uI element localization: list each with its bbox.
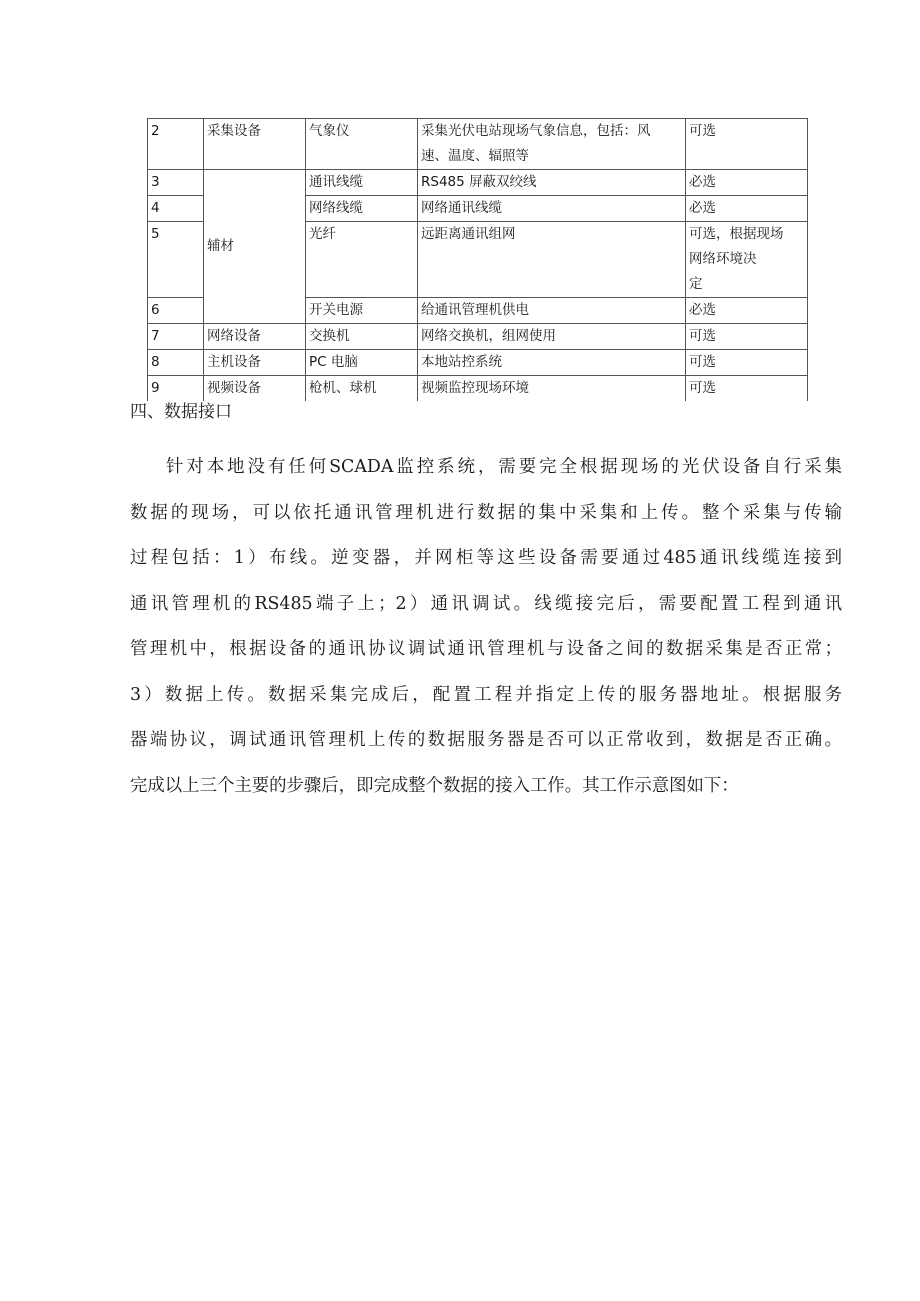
paragraph-line: 针对本地没有任何SCADA监控系统，需要完全根据现场的光伏设备自行采集 bbox=[166, 457, 842, 477]
paragraph-line: 3）数据上传。数据采集完成后，配置工程并指定上传的服务器地址。根据服务 bbox=[130, 684, 842, 705]
requirement-cell: 必选 bbox=[686, 170, 808, 196]
paragraph-line: 完成以上三个主要的步骤后，即完成整个数据的接入工作。其工作示意图如下： bbox=[130, 775, 739, 796]
table-row bbox=[148, 170, 808, 196]
table-row bbox=[148, 350, 808, 376]
body-paragraph bbox=[130, 445, 842, 809]
requirement-cell: 可选 bbox=[686, 324, 808, 350]
device-cell: PC 电脑 bbox=[306, 350, 418, 376]
description-line: 采集光伏电站现场气象信息，包括：风 bbox=[421, 123, 651, 139]
requirement-cell: 可选 bbox=[686, 119, 808, 170]
requirement-cell: 可选 bbox=[686, 376, 808, 402]
device-cell: 网络线缆 bbox=[306, 196, 418, 222]
requirement-cell bbox=[686, 222, 808, 298]
description-line: 速、温度、辐照等 bbox=[421, 148, 529, 164]
device-cell: 交换机 bbox=[306, 324, 418, 350]
requirement-line: 定 bbox=[689, 276, 703, 292]
row-number: 3 bbox=[148, 170, 204, 196]
section-heading: 四、数据接口 bbox=[130, 402, 232, 422]
description-cell bbox=[418, 119, 686, 170]
category-cell: 采集设备 bbox=[204, 119, 306, 170]
row-number: 4 bbox=[148, 196, 204, 222]
row-number: 9 bbox=[148, 376, 204, 402]
requirement-cell: 必选 bbox=[686, 196, 808, 222]
table-row bbox=[148, 119, 808, 170]
table-row bbox=[148, 376, 808, 402]
description-cell: 网络通讯线缆 bbox=[418, 196, 686, 222]
paragraph-line: 过程包括：1）布线。逆变器，并网柜等这些设备需要通过485通讯线缆连接到 bbox=[130, 548, 842, 568]
device-cell: 枪机、球机 bbox=[306, 376, 418, 402]
category-cell: 网络设备 bbox=[204, 324, 306, 350]
device-cell: 气象仪 bbox=[306, 119, 418, 170]
paragraph-line: 数据的现场，可以依托通讯管理机进行数据的集中采集和上传。整个采集与传输 bbox=[130, 502, 842, 523]
row-number: 5 bbox=[148, 222, 204, 298]
requirement-cell: 必选 bbox=[686, 298, 808, 324]
category-cell: 视频设备 bbox=[204, 376, 306, 402]
category-cell: 辅材 bbox=[204, 170, 306, 324]
row-number: 7 bbox=[148, 324, 204, 350]
row-number: 8 bbox=[148, 350, 204, 376]
equipment-table bbox=[147, 118, 808, 401]
table-row bbox=[148, 324, 808, 350]
device-cell: 通讯线缆 bbox=[306, 170, 418, 196]
device-cell: 开关电源 bbox=[306, 298, 418, 324]
paragraph-line: 通讯管理机的RS485端子上；2）通讯调试。线缆接完后，需要配置工程到通讯 bbox=[130, 593, 842, 614]
description-cell: 本地站控系统 bbox=[418, 350, 686, 376]
requirement-line: 网络环境决 bbox=[689, 251, 757, 267]
category-cell: 主机设备 bbox=[204, 350, 306, 376]
description-cell: 视频监控现场环境 bbox=[418, 376, 686, 402]
row-number: 2 bbox=[148, 119, 204, 170]
description-cell: RS485 屏蔽双绞线 bbox=[418, 170, 686, 196]
paragraph-line: 管理机中，根据设备的通讯协议调试通讯管理机与设备之间的数据采集是否正常； bbox=[130, 639, 842, 659]
description-cell: 网络交换机，组网使用 bbox=[418, 324, 686, 350]
row-number: 6 bbox=[148, 298, 204, 324]
description-cell: 给通讯管理机供电 bbox=[418, 298, 686, 324]
description-cell: 远距离通讯组网 bbox=[418, 222, 686, 298]
device-cell: 光纤 bbox=[306, 222, 418, 298]
requirement-cell: 可选 bbox=[686, 350, 808, 376]
paragraph-line: 器端协议，调试通讯管理机上传的数据服务器是否可以正常收到，数据是否正确。 bbox=[130, 730, 842, 750]
requirement-line: 可选，根据现场 bbox=[689, 226, 784, 242]
